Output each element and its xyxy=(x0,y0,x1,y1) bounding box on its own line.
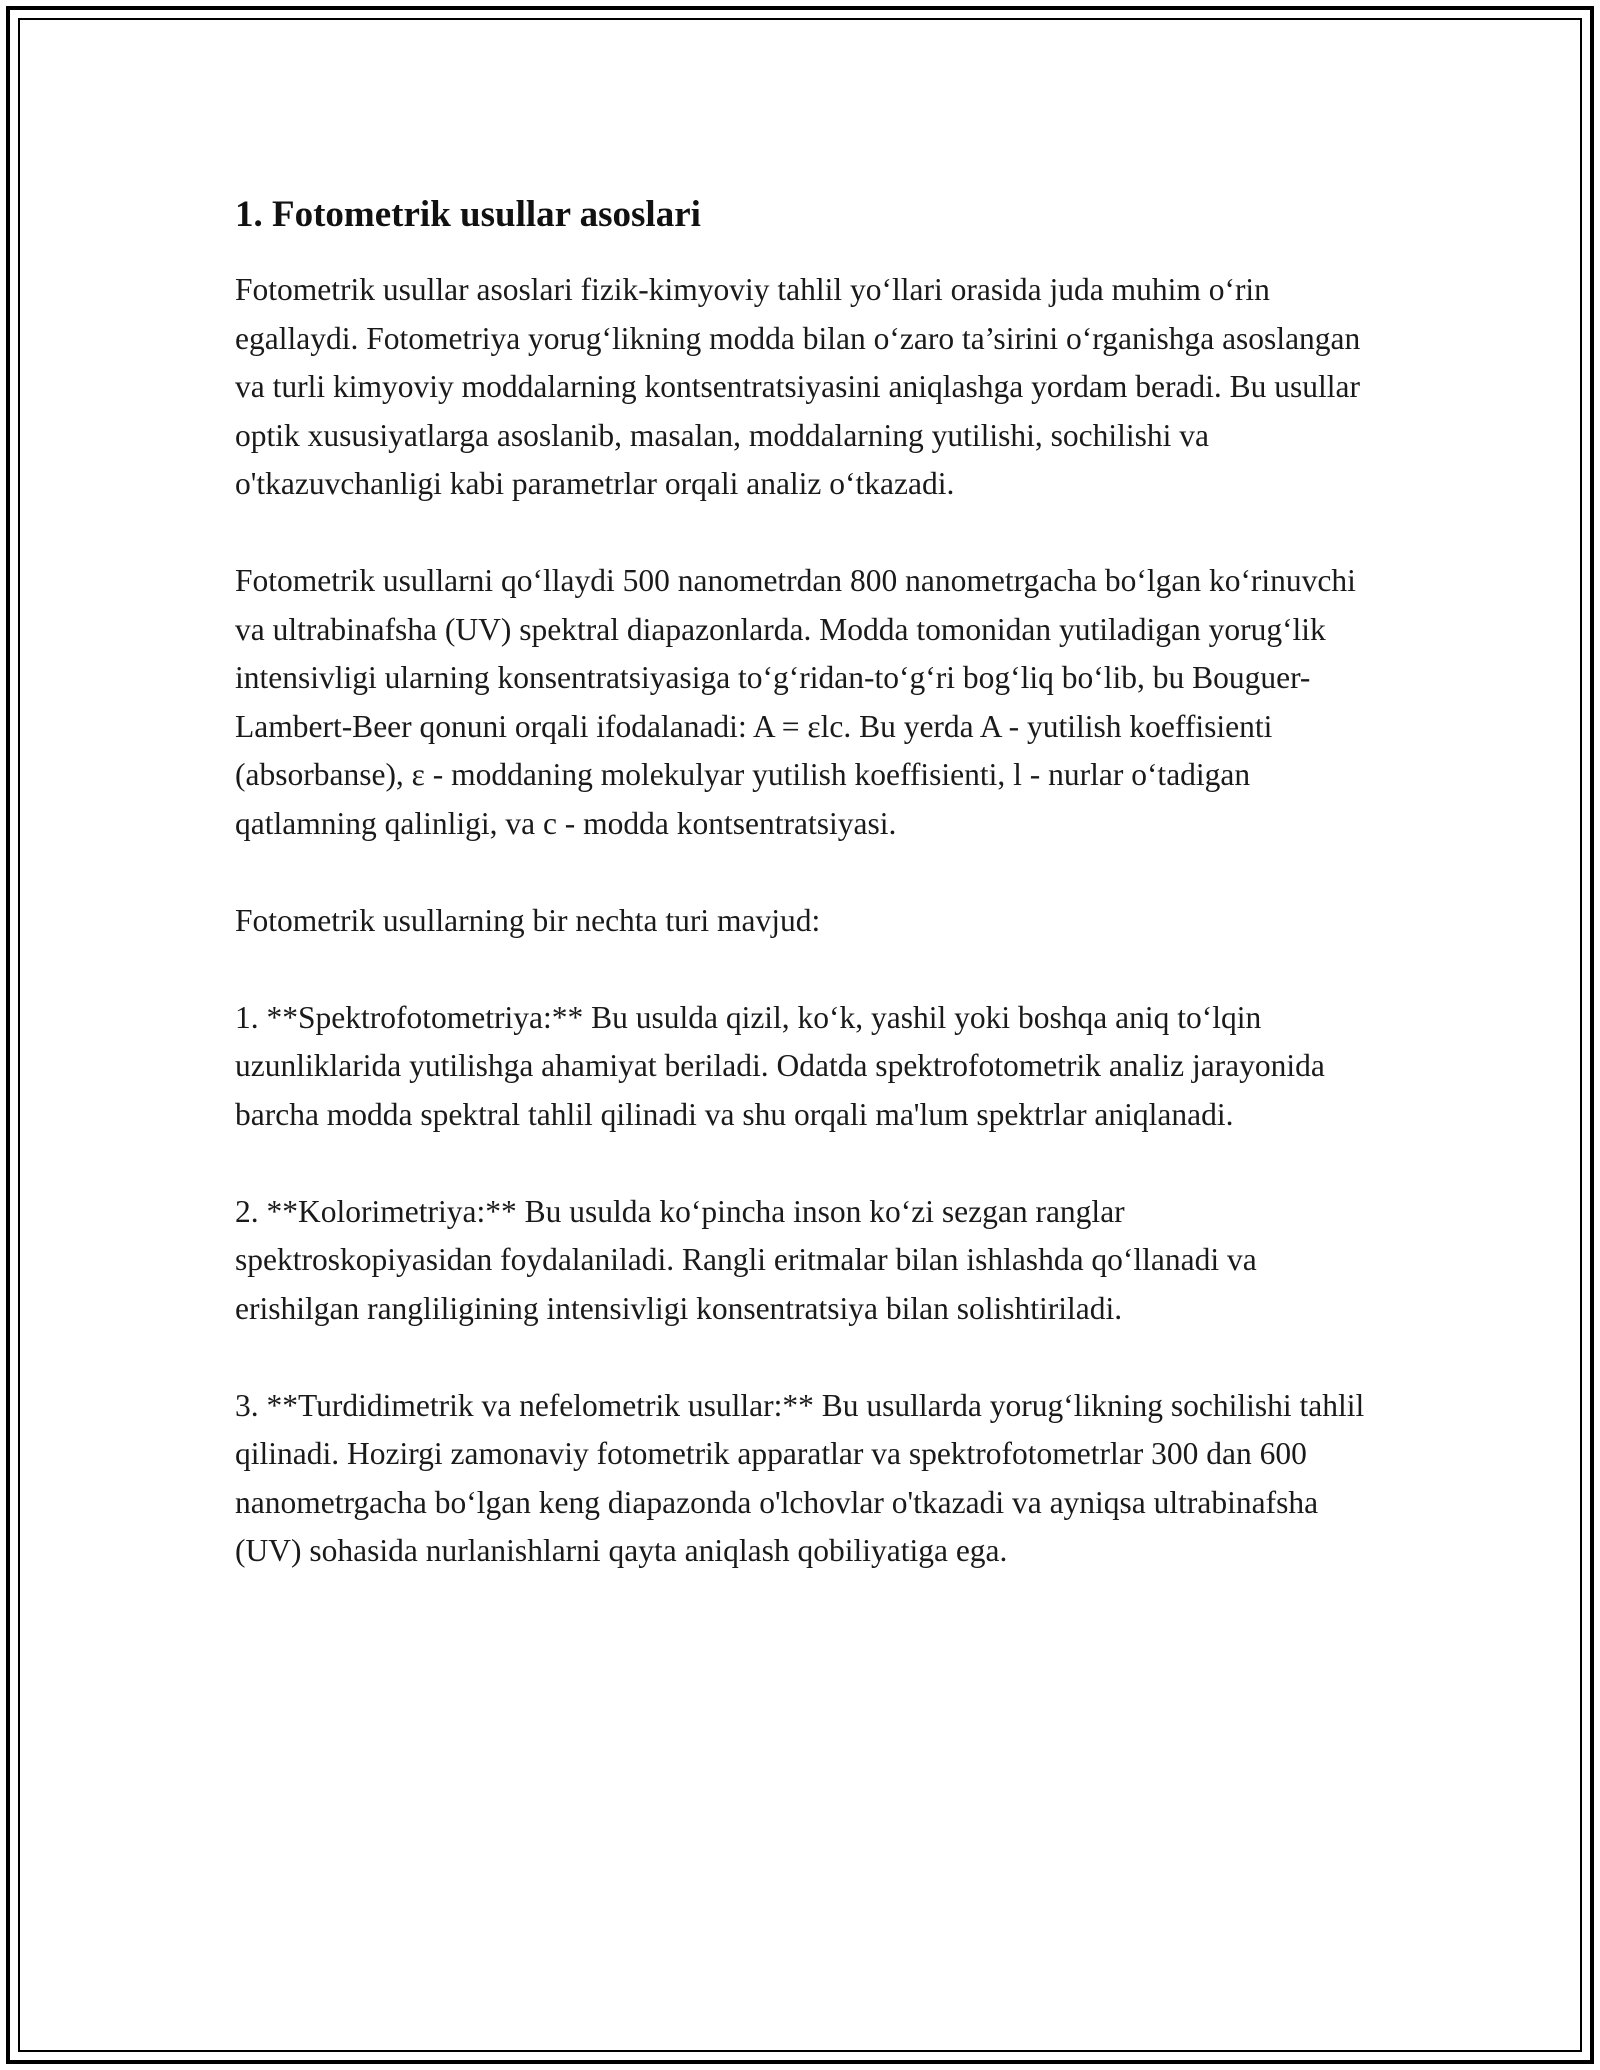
list-item-turbidimetry: 3. **Turdidimetrik va nefelometrik usullar:** Bu usullarda yorug‘likning sochilishi tahlil qilinadi. Hozirgi zamonaviy fotometrik apparatlar va spektrofotometrlar 300 dan 600 nanometrgacha bo‘lgan keng diapazonda o'lchovlar o'tkazadi va ayniqsa ultrabinafsha (UV) sohasida nurlanishlarni qayta aniqlash qobiliyatiga ega. xyxy=(235,1387,1365,1568)
list-item-colorimetry: 2. **Kolorimetriya:** Bu usulda ko‘pincha inson ko‘zi sezgan ranglar spektroskopiyasidan foydalaniladi. Rangli eritmalar bilan ishlashda qo‘llanadi va erishilgan rangliligining intensivligi konsentratsiya bilan solishtiriladi. xyxy=(235,1193,1257,1326)
list-item-spectrophotometry: 1. **Spektrofotometriya:** Bu usulda qizil, ko‘k, yashil yoki boshqa aniq to‘lqin uzunliklarida yutilishga ahamiyat beriladi. Odatda spektrofotometrik analiz jarayonida barcha modda spektral tahlil qilinadi va shu orqali ma'lum spektrlar aniqlanadi. xyxy=(235,999,1325,1132)
paragraph-types-intro: Fotometrik usullarning bir nechta turi mavjud: xyxy=(235,902,821,938)
section-title: 1. Fotometrik usullar asoslari xyxy=(235,194,701,235)
paragraph-beer-law: Fotometrik usullarni qo‘llaydi 500 nanometrdan 800 nanometrgacha bo‘lgan ko‘rinuvchi va ultrabinafsha (UV) spektral diapazonlarda. Modda tomonidan yutiladigan yorug‘lik intensivligi ularning konsentratsiyasiga to‘g‘ridan-to‘g‘ri bog‘liq bo‘lib, bu Bouguer-Lambert-Beer qonuni orqali ifodalanadi: A = εlc. Bu yerda A - yutilish koeffisienti (absorbanse), ε - moddaning molekulyar yutilish koeffisienti, l - nurlar o‘tadigan qatlamning qalinligi, va c - modda kontsentratsiyasi. xyxy=(235,563,1356,841)
paragraph-intro: Fotometrik usullar asoslari fizik-kimyoviy tahlil yo‘llari orasida juda muhim o‘rin egallaydi. Fotometriya yorug‘likning modda bilan o‘zaro ta’sirini o‘rganishga asoslangan va turli kimyoviy moddalarning kontsentratsiyasini aniqlashga yordam beradi. Bu usullar optik xususiyatlarga asoslanib, masalan, moddalarning yutilishi, sochilishi va o'tkazuvchanligi kabi parametrlar orqali analiz o‘tkazadi. xyxy=(235,272,1361,501)
document-body xyxy=(235,190,1375,1624)
